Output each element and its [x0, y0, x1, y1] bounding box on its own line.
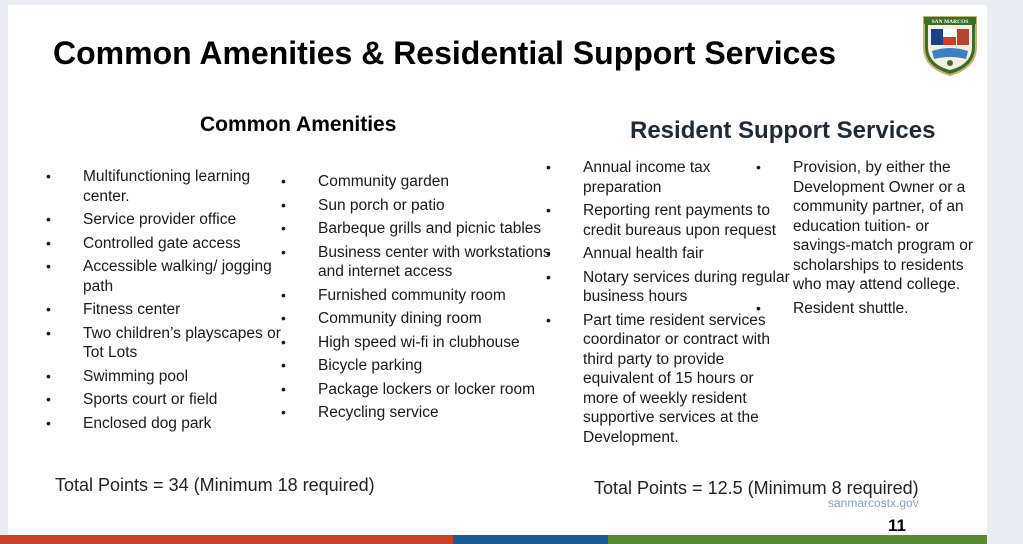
list-item: • Sports court or field [46, 390, 284, 410]
list-item: • Barbeque grills and picnic tables [281, 219, 556, 239]
list-item: • Swimming pool [46, 367, 284, 387]
list-item: • Business center with workstations and internet access [281, 243, 556, 282]
website-link[interactable]: sanmarcostx.gov [828, 496, 919, 510]
support-total-points: Total Points = 12.5 (Minimum 8 required) [594, 478, 919, 498]
footer-bar-blue [453, 535, 608, 544]
list-item: • Accessible walking/ jogging path [46, 257, 284, 296]
list-item: • Part time resident services coordinator or contract with third party to provide equivalent of 15 hours or more of weekly resident supportive services at the Development. [546, 311, 791, 448]
list-item: • Package lockers or locker room [281, 380, 556, 400]
list-item: • Two children’s playscapes or Tot Lots [46, 324, 284, 363]
slide-title: Common Amenities & Residential Support Services [53, 35, 836, 71]
slide [8, 5, 987, 544]
list-item: • Service provider office [46, 210, 284, 230]
list-item: • Notary services during regular business hours [546, 268, 791, 307]
resident-support-heading: Resident Support Services [630, 117, 936, 144]
support-list-1 [546, 158, 791, 451]
list-item: • Controlled gate access [46, 234, 284, 254]
list-item: • Fitness center [46, 300, 284, 320]
common-amenities-heading: Common Amenities [200, 113, 397, 136]
city-seal-icon [920, 11, 980, 77]
list-item: • Sun porch or patio [281, 196, 556, 216]
list-item: • Annual health fair [546, 244, 791, 264]
amenities-list-1 [46, 167, 284, 437]
list-item: • Community garden [281, 172, 556, 192]
footer-bar-green [608, 535, 987, 544]
list-item: • Annual income tax preparation [546, 158, 791, 197]
list-item: • Community dining room [281, 309, 556, 329]
footer-bar-red [0, 535, 453, 544]
list-item: • Reporting rent payments to credit bureaus upon request [546, 201, 791, 240]
list-item: • Resident shuttle. [756, 299, 988, 319]
page-number: 11 [888, 516, 906, 535]
list-item: • Bicycle parking [281, 356, 556, 376]
list-item: • Provision, by either the Development Owner or a community partner, of an education tuition- or savings-match program or scholarships to residents who may attend college. [756, 158, 988, 295]
amenities-total-points: Total Points = 34 (Minimum 18 required) [55, 475, 375, 495]
amenities-list-2 [281, 172, 556, 427]
svg-text:SAN MARCOS: SAN MARCOS [931, 19, 969, 25]
list-item: • Multifunctioning learning center. [46, 167, 284, 206]
list-item: • Enclosed dog park [46, 414, 284, 434]
list-item: • Recycling service [281, 403, 556, 423]
support-list-2 [756, 158, 988, 322]
list-item: • Furnished community room [281, 286, 556, 306]
list-item: • High speed wi-fi in clubhouse [281, 333, 556, 353]
